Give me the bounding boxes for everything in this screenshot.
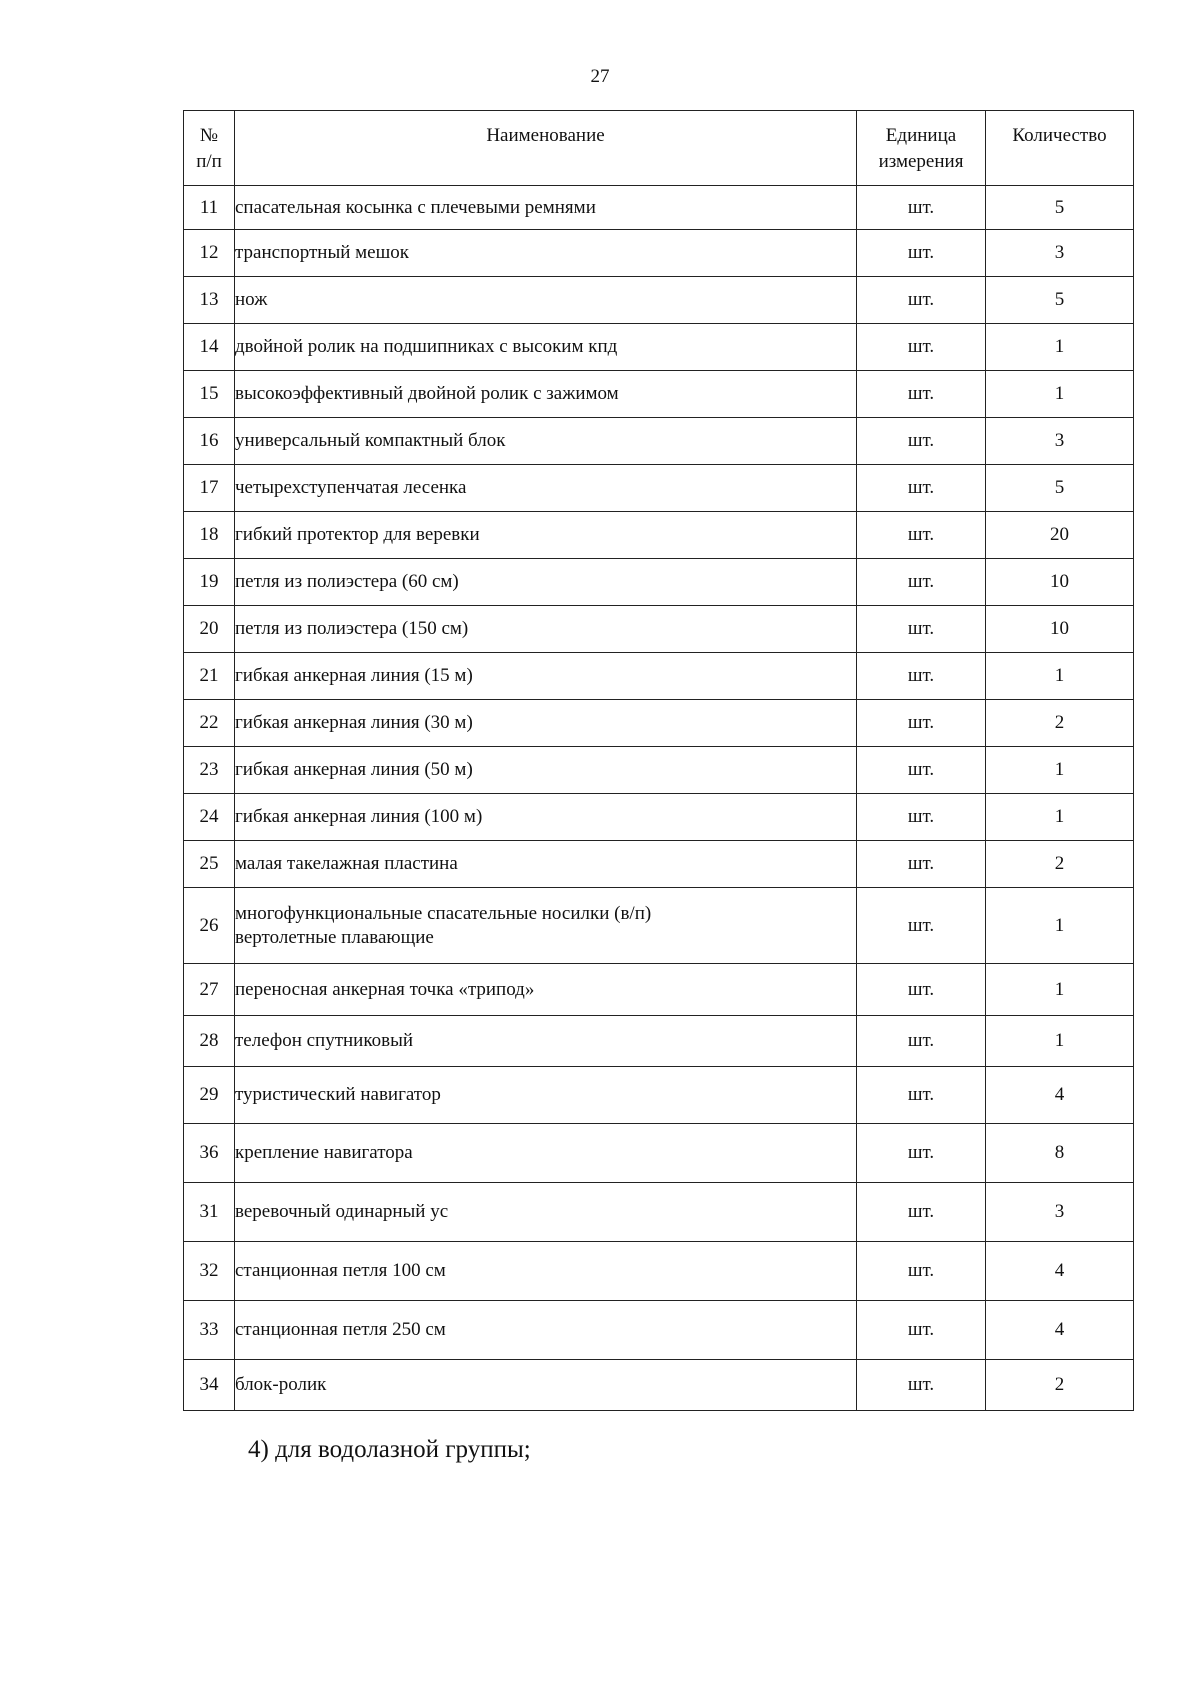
row-quantity: 1	[986, 888, 1134, 964]
row-quantity: 2	[986, 841, 1134, 888]
row-unit: шт.	[857, 1016, 986, 1067]
row-quantity: 5	[986, 277, 1134, 324]
section-caption: 4) для водолазной группы;	[248, 1436, 531, 1463]
row-number: 36	[184, 1124, 235, 1183]
table-row	[184, 371, 1134, 418]
row-name-line: многофункциональные спасательные носилки (в/п)	[235, 902, 652, 924]
row-name	[235, 888, 857, 964]
row-quantity: 3	[986, 1183, 1134, 1242]
row-number: 28	[184, 1016, 235, 1067]
row-name: гибкий протектор для веревки	[235, 512, 857, 559]
row-unit: шт.	[857, 512, 986, 559]
row-name: гибкая анкерная линия (50 м)	[235, 747, 857, 794]
row-number: 24	[184, 794, 235, 841]
table-row	[184, 324, 1134, 371]
table-row	[184, 700, 1134, 747]
row-quantity: 1	[986, 324, 1134, 371]
header-number: № п/п	[184, 111, 235, 186]
row-number: 21	[184, 653, 235, 700]
row-number: 13	[184, 277, 235, 324]
row-number: 15	[184, 371, 235, 418]
row-number: 18	[184, 512, 235, 559]
row-unit: шт.	[857, 1183, 986, 1242]
row-unit: шт.	[857, 888, 986, 964]
row-quantity: 1	[986, 1016, 1134, 1067]
table-row	[184, 653, 1134, 700]
table-row	[184, 747, 1134, 794]
row-quantity: 8	[986, 1124, 1134, 1183]
row-quantity: 20	[986, 512, 1134, 559]
row-quantity: 2	[986, 1360, 1134, 1411]
row-quantity: 4	[986, 1242, 1134, 1301]
row-number: 11	[184, 186, 235, 230]
row-unit: шт.	[857, 606, 986, 653]
row-number: 20	[184, 606, 235, 653]
row-quantity: 2	[986, 700, 1134, 747]
row-unit: шт.	[857, 1360, 986, 1411]
table-row	[184, 964, 1134, 1016]
row-number: 14	[184, 324, 235, 371]
row-name: нож	[235, 277, 857, 324]
row-quantity: 1	[986, 653, 1134, 700]
header-unit: Единица измерения	[857, 111, 986, 186]
row-unit: шт.	[857, 841, 986, 888]
row-name: крепление навигатора	[235, 1124, 857, 1183]
equipment-table	[183, 110, 1134, 1411]
row-quantity: 3	[986, 230, 1134, 277]
table-row	[184, 277, 1134, 324]
row-number: 22	[184, 700, 235, 747]
table-row	[184, 1242, 1134, 1301]
table-row	[184, 1067, 1134, 1124]
row-name: переносная анкерная точка «трипод»	[235, 964, 857, 1016]
row-number: 31	[184, 1183, 235, 1242]
header-quantity: Количество	[986, 111, 1134, 186]
row-number: 16	[184, 418, 235, 465]
table-row	[184, 465, 1134, 512]
row-unit: шт.	[857, 186, 986, 230]
table-row	[184, 1016, 1134, 1067]
row-unit: шт.	[857, 371, 986, 418]
header-name: Наименование	[235, 111, 857, 186]
table-row	[184, 1360, 1134, 1411]
row-number: 29	[184, 1067, 235, 1124]
page-number: 27	[590, 66, 610, 87]
row-quantity: 3	[986, 418, 1134, 465]
row-name: туристический навигатор	[235, 1067, 857, 1124]
row-unit: шт.	[857, 964, 986, 1016]
table-row	[184, 1124, 1134, 1183]
row-name: универсальный компактный блок	[235, 418, 857, 465]
table-row	[184, 559, 1134, 606]
row-unit: шт.	[857, 230, 986, 277]
table-row	[184, 794, 1134, 841]
row-number: 19	[184, 559, 235, 606]
row-unit: шт.	[857, 1067, 986, 1124]
row-number: 25	[184, 841, 235, 888]
row-name: станционная петля 100 см	[235, 1242, 857, 1301]
row-unit: шт.	[857, 794, 986, 841]
row-unit: шт.	[857, 1301, 986, 1360]
table-row	[184, 1183, 1134, 1242]
row-quantity: 5	[986, 465, 1134, 512]
row-name: гибкая анкерная линия (100 м)	[235, 794, 857, 841]
row-number: 32	[184, 1242, 235, 1301]
table-row	[184, 418, 1134, 465]
row-unit: шт.	[857, 1242, 986, 1301]
row-quantity: 10	[986, 559, 1134, 606]
row-name: спасательная косынка с плечевыми ремнями	[235, 186, 857, 230]
row-name: четырехступенчатая лесенка	[235, 465, 857, 512]
row-unit: шт.	[857, 465, 986, 512]
table-row	[184, 606, 1134, 653]
row-number: 27	[184, 964, 235, 1016]
row-name: малая такелажная пластина	[235, 841, 857, 888]
row-name: петля из полиэстера (60 см)	[235, 559, 857, 606]
row-number: 12	[184, 230, 235, 277]
row-unit: шт.	[857, 700, 986, 747]
row-unit: шт.	[857, 277, 986, 324]
table-row	[184, 186, 1134, 230]
row-name: гибкая анкерная линия (30 м)	[235, 700, 857, 747]
table-row	[184, 1301, 1134, 1360]
row-quantity: 4	[986, 1301, 1134, 1360]
row-number: 23	[184, 747, 235, 794]
table-row	[184, 841, 1134, 888]
row-unit: шт.	[857, 324, 986, 371]
row-number: 34	[184, 1360, 235, 1411]
row-name: двойной ролик на подшипниках с высоким кпд	[235, 324, 857, 371]
table-row	[184, 888, 1134, 964]
row-unit: шт.	[857, 418, 986, 465]
row-number: 17	[184, 465, 235, 512]
table-row	[184, 512, 1134, 559]
row-name: петля из полиэстера (150 см)	[235, 606, 857, 653]
row-number: 33	[184, 1301, 235, 1360]
row-quantity: 1	[986, 371, 1134, 418]
table-header-row	[184, 111, 1134, 186]
row-name: телефон спутниковый	[235, 1016, 857, 1067]
row-unit: шт.	[857, 747, 986, 794]
row-name: транспортный мешок	[235, 230, 857, 277]
row-unit: шт.	[857, 653, 986, 700]
table-row	[184, 230, 1134, 277]
row-quantity: 5	[986, 186, 1134, 230]
row-name: гибкая анкерная линия (15 м)	[235, 653, 857, 700]
row-unit: шт.	[857, 1124, 986, 1183]
row-name: блок-ролик	[235, 1360, 857, 1411]
row-quantity: 10	[986, 606, 1134, 653]
row-number: 26	[184, 888, 235, 964]
row-name: станционная петля 250 см	[235, 1301, 857, 1360]
row-name: высокоэффективный двойной ролик с зажимом	[235, 371, 857, 418]
row-quantity: 1	[986, 794, 1134, 841]
row-quantity: 1	[986, 747, 1134, 794]
row-quantity: 1	[986, 964, 1134, 1016]
row-unit: шт.	[857, 559, 986, 606]
row-name-line: вертолетные плавающие	[235, 926, 434, 948]
row-name: веревочный одинарный ус	[235, 1183, 857, 1242]
row-quantity: 4	[986, 1067, 1134, 1124]
